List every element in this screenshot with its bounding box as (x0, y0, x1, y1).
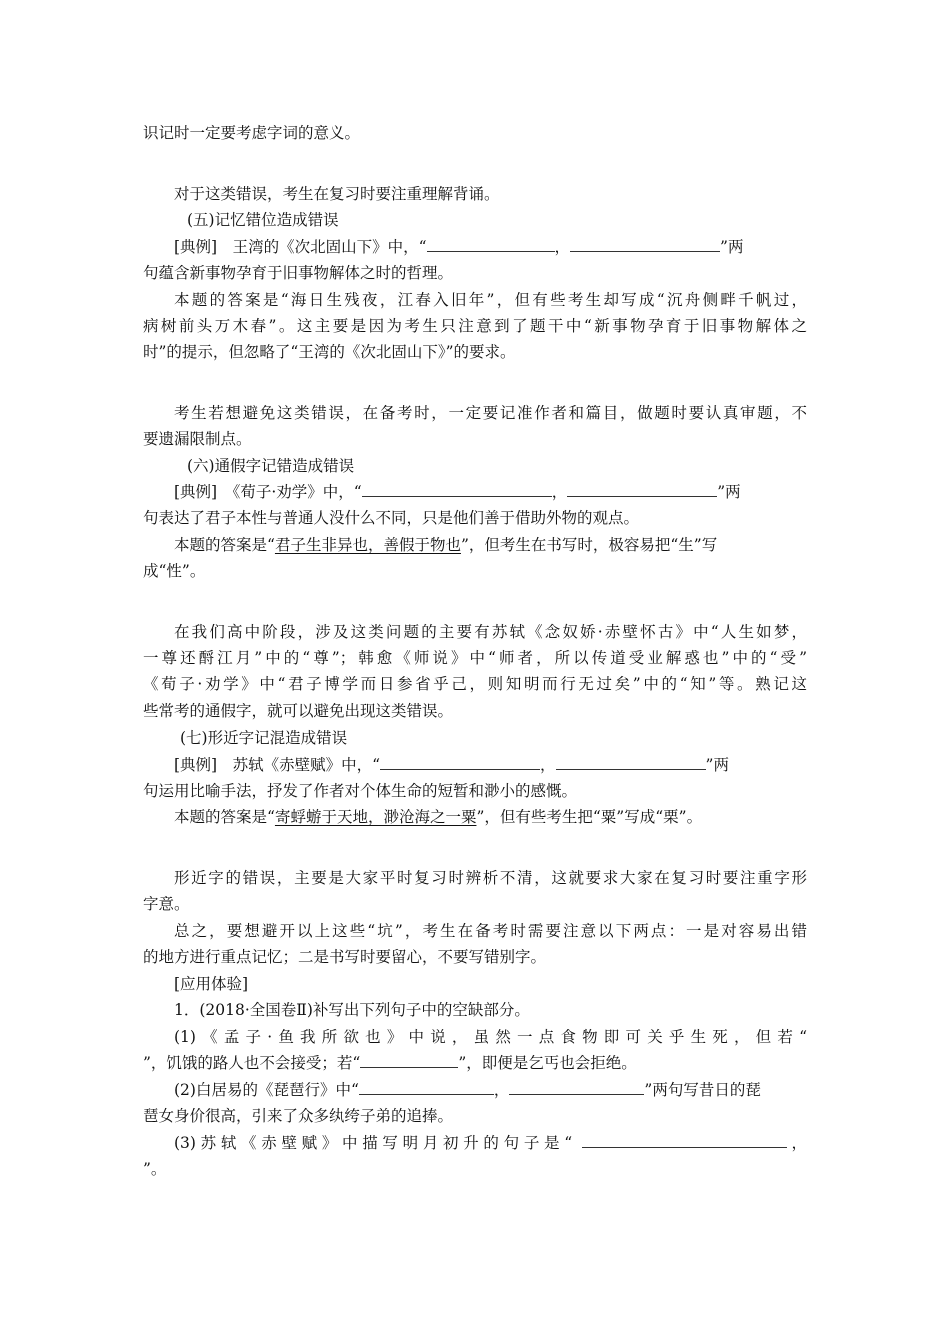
text-span: ”，但考生在书写时，极容易把“生”写 (460, 536, 718, 554)
answer-blank[interactable] (509, 1080, 644, 1095)
text-line: 句蕴含新事物孕育于旧事物解体之时的哲理。 (143, 264, 454, 282)
answer-blank[interactable] (567, 482, 717, 497)
text-span: ”两句写昔日的琵 (644, 1081, 761, 1099)
question-line: ”。 (143, 1160, 167, 1178)
question-line: 琶女身价很高，引来了众多纨绔子弟的追捧。 (143, 1107, 454, 1125)
section-heading: [应用体验] (174, 975, 249, 993)
separator: ， (551, 483, 568, 501)
text-line: 句运用比喻手法，抒发了作者对个体生命的短暂和渺小的感慨。 (143, 782, 578, 800)
example-text: [典例] 苏轼《赤壁赋》中，“ (174, 756, 381, 774)
text-span: 本题的答案是“ (174, 536, 275, 554)
question-line: (1)《孟子·鱼我所欲也》中说，虽然一点食物即可关乎生死，但若“ (174, 1028, 807, 1046)
example-line (174, 236, 743, 258)
answer-blank[interactable] (380, 755, 540, 770)
example-text: ”两 (705, 756, 729, 774)
text-line: 形近字的错误，主要是大家平时复习时辨析不清，这就要求大家在复习时要注重字形 (174, 869, 807, 887)
answer-blank[interactable] (556, 755, 706, 770)
text-line: 考生若想避免这类错误，在备考时，一定要记准作者和篇目，做题时要认真审题，不 (174, 404, 807, 422)
section-heading: (五)记忆错位造成错误 (187, 211, 339, 229)
text-line: 识记时一定要考虑字词的意义。 (143, 124, 361, 142)
answer-blank[interactable] (359, 1080, 494, 1095)
separator: ， (554, 238, 571, 256)
text-line (174, 534, 717, 556)
text-span: ”，但有些考生把“粟”写成“栗”。 (476, 808, 703, 826)
example-text: [典例] 《荀子·劝学》中，“ (174, 483, 362, 501)
text-span: ”，即便是乞丐也会拒绝。 (458, 1054, 637, 1072)
text-span: 本题的答案是“ (174, 808, 275, 826)
text-span: ”，饥饿的路人也不会接受；若“ (143, 1054, 361, 1072)
answer-blank[interactable] (570, 237, 720, 252)
text-line: 要遗漏限制点。 (143, 430, 252, 448)
text-line: 《荀子·劝学》中“君子博学而日参省乎己，则知明而行无过矣”中的“知”等。熟记这 (143, 675, 807, 693)
text-span: (2)白居易的《琵琶行》中“ (174, 1081, 359, 1099)
text-line: 对于这类错误，考生在复习时要注重理解背诵。 (174, 185, 500, 203)
answer-blank[interactable] (427, 237, 555, 252)
text-line: 时”的提示，但忽略了“王湾的《次北固山下》”的要求。 (143, 343, 516, 361)
text-line: 些常考的通假字，就可以避免出现这类错误。 (143, 702, 454, 720)
example-line (174, 754, 729, 776)
example-line (174, 481, 741, 503)
question-line (143, 1052, 637, 1074)
text-line: 本题的答案是“海日生残夜，江春入旧年”，但有些考生却写成“沉舟侧畔千帆过， (174, 291, 807, 309)
text-line: 的地方进行重点记忆；二是书写时要留心，不要写错别字。 (143, 948, 547, 966)
answer-blank[interactable] (360, 1053, 458, 1068)
text-line: 一尊还酹江月”中的“尊”；韩愈《师说》中“师者，所以传道受业解惑也”中的“受” (143, 649, 807, 667)
question-line (174, 1132, 807, 1154)
example-text: ”两 (720, 238, 744, 256)
text-line (174, 806, 702, 828)
text-line: 成“性”。 (143, 562, 206, 580)
separator: ， (493, 1081, 510, 1099)
text-span: (3)苏轼《赤壁赋》中描写明月初升的句子是“ (174, 1134, 573, 1152)
example-text: ”两 (717, 483, 741, 501)
text-line: 字意。 (143, 895, 190, 913)
separator: ， (540, 756, 556, 774)
section-heading: (六)通假字记错造成错误 (187, 457, 355, 475)
section-heading: (七)形近字记混造成错误 (180, 729, 348, 747)
text-line: 在我们高中阶段，涉及这类问题的主要有苏轼《念奴娇·赤壁怀古》中“人生如梦， (174, 623, 807, 641)
underlined-answer: 寄蜉蝣于天地，渺沧海之一粟 (274, 808, 477, 826)
answer-blank[interactable] (362, 482, 552, 497)
text-line: 病树前头万木春”。这主要是因为考生只注意到了题干中“新事物孕育于旧事物解体之 (143, 317, 807, 335)
text-line: 总之，要想避开以上这些“坑”，考生在备考时需要注意以下两点：一是对容易出错 (174, 922, 807, 940)
separator: ， (786, 1134, 807, 1152)
question-title: 1．(2018·全国卷Ⅱ)补写出下列句子中的空缺部分。 (174, 1001, 530, 1019)
underlined-answer: 君子生非异也，善假于物也 (274, 536, 461, 554)
answer-blank[interactable] (582, 1133, 787, 1148)
text-line: 句表达了君子本性与普通人没什么不同，只是他们善于借助外物的观点。 (143, 509, 640, 527)
example-text: [典例] 王湾的《次北固山下》中，“ (174, 238, 427, 256)
question-line (174, 1079, 761, 1101)
